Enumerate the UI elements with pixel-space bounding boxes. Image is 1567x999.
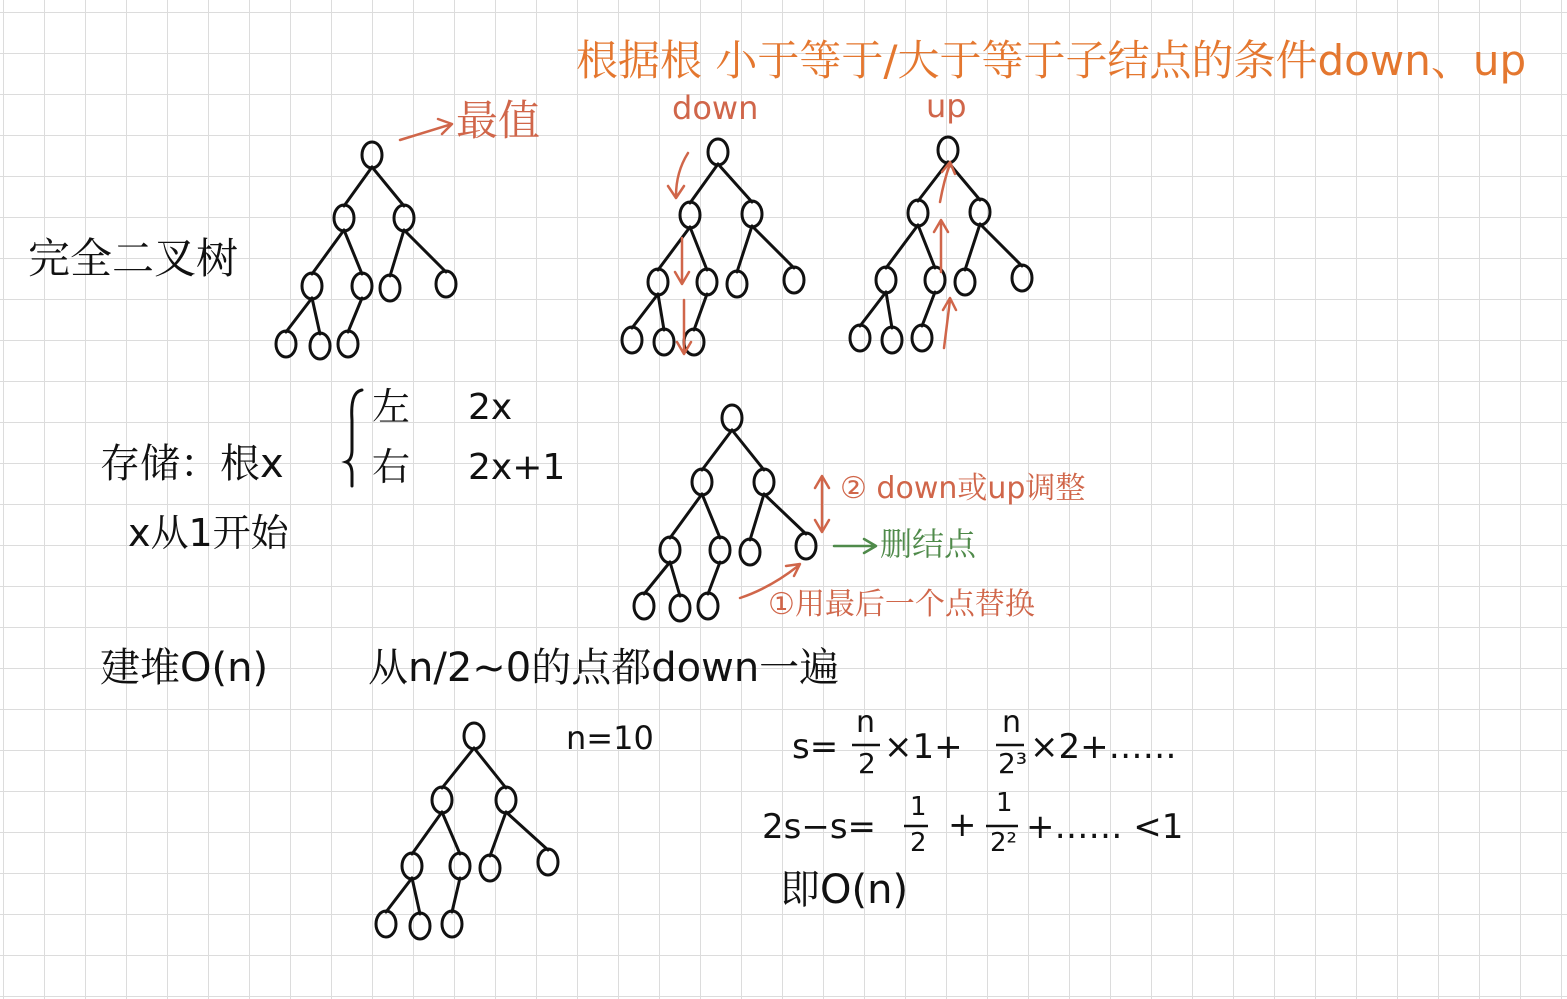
right-child-label: 右 xyxy=(372,445,411,489)
diff-term2-numerator: 1 xyxy=(996,788,1013,818)
term2-numerator: n xyxy=(1002,705,1022,740)
tree-node xyxy=(938,137,958,163)
tree-node xyxy=(710,537,730,563)
build-heap-description: 从n/2~0的点都down一遍 xyxy=(368,645,840,691)
tree-node xyxy=(654,329,674,355)
tree-node xyxy=(436,271,456,297)
tree-edge xyxy=(922,292,935,326)
tree-edge xyxy=(372,167,404,206)
tree-node xyxy=(394,205,414,231)
diff-plus: + xyxy=(948,805,977,845)
tree-edge xyxy=(412,812,442,854)
term1-denominator: 2 xyxy=(858,747,876,780)
tree-edge xyxy=(286,298,312,332)
right-child-index: 2x+1 xyxy=(468,447,566,488)
tree-node xyxy=(648,269,668,295)
delete-arrow xyxy=(834,539,876,553)
adjust-step-label: ② down或up调整 xyxy=(840,471,1086,506)
tree-edge xyxy=(718,164,752,202)
left-child-label: 左 xyxy=(372,385,411,429)
tree-edge xyxy=(452,878,460,912)
down-arrow-root xyxy=(668,153,688,198)
tree-node xyxy=(432,787,452,813)
down-arrow-leaf xyxy=(677,300,691,354)
tree-edge xyxy=(632,294,658,328)
tree-node xyxy=(362,142,382,168)
tree-node xyxy=(697,269,717,295)
tree-node xyxy=(660,537,680,563)
tree-edge xyxy=(708,562,720,594)
tree-edge xyxy=(670,562,680,596)
build-heap-tree xyxy=(376,723,558,939)
tree-node xyxy=(708,139,728,165)
tree-edge xyxy=(442,812,460,854)
tree-edge xyxy=(702,494,720,538)
tree-node xyxy=(698,593,718,619)
tree-node xyxy=(876,267,896,293)
down-label: down xyxy=(672,89,759,127)
sum-prefix: s= xyxy=(792,727,839,767)
tree-node xyxy=(376,911,396,937)
replace-step-label: ①用最后一个点替换 xyxy=(768,587,1035,622)
tree-node xyxy=(634,593,654,619)
tree-node xyxy=(450,853,470,879)
tree-edge xyxy=(390,230,404,276)
tree-edge xyxy=(658,294,664,330)
tree-node xyxy=(970,199,990,225)
tree-edge xyxy=(644,562,670,594)
tree-node xyxy=(1012,265,1032,291)
diff-term2-denominator: 2² xyxy=(990,828,1017,858)
tree-edge xyxy=(752,226,794,268)
adjust-arrow xyxy=(815,476,829,532)
tree-node xyxy=(670,595,690,621)
index-note: x从1开始 xyxy=(128,511,289,555)
tree-node xyxy=(464,723,484,749)
tree-node xyxy=(310,333,330,359)
tree-edge xyxy=(490,812,506,856)
tree-node xyxy=(442,911,462,937)
tree-node xyxy=(680,202,700,228)
difference-prefix: 2s−s= xyxy=(762,807,877,847)
tree-edge xyxy=(312,298,320,334)
diff-term1-numerator: 1 xyxy=(910,792,927,822)
tree-edge xyxy=(965,224,980,270)
complete-binary-tree xyxy=(276,142,456,359)
tree-edge xyxy=(750,494,764,540)
tree-node xyxy=(338,331,358,357)
tree-edge xyxy=(348,298,362,332)
tree-edge xyxy=(670,494,702,538)
tree-edge xyxy=(737,226,752,272)
term2-denominator: 2³ xyxy=(998,747,1028,780)
most-value-label: 最值 xyxy=(456,96,541,145)
tree-node xyxy=(850,325,870,351)
term2-multiplier: ×2+…… xyxy=(1030,727,1177,767)
tree-edge xyxy=(764,494,806,534)
diff-term1-denominator: 2 xyxy=(910,828,927,858)
tree-edge xyxy=(980,224,1022,266)
term1-multiplier: ×1+ xyxy=(884,727,963,767)
tree-node xyxy=(955,269,975,295)
left-child-index: 2x xyxy=(468,387,513,428)
term1-numerator: n xyxy=(856,705,876,740)
tree-node xyxy=(912,325,932,351)
tree-node xyxy=(692,469,712,495)
tree-node xyxy=(480,855,500,881)
tree-node xyxy=(742,201,762,227)
tree-node xyxy=(908,200,928,226)
tree-edge xyxy=(442,748,474,788)
up-label: up xyxy=(926,87,967,125)
up-arrow-mid xyxy=(934,220,948,272)
tree-edge xyxy=(344,167,372,206)
tree-node xyxy=(334,205,354,231)
tree-edge xyxy=(386,878,412,912)
tree-node xyxy=(538,849,558,875)
tree-edge xyxy=(506,812,548,850)
tree-edge xyxy=(702,430,732,470)
tree-node xyxy=(410,913,430,939)
tree-node xyxy=(302,273,322,299)
tree-edge xyxy=(918,225,935,268)
complexity-result: 即O(n) xyxy=(780,867,909,913)
tree-node xyxy=(754,469,774,495)
tree-node xyxy=(722,405,742,431)
tree-node xyxy=(740,539,760,565)
tree-edge xyxy=(312,230,344,274)
most-value-arrow xyxy=(400,119,452,140)
delete-node-label: 删结点 xyxy=(880,525,977,563)
tree-node xyxy=(796,533,816,559)
tree-edge xyxy=(690,164,718,203)
tree-node xyxy=(380,275,400,301)
diff-tail: +…… <1 xyxy=(1026,807,1184,847)
tree-edge xyxy=(404,230,446,272)
tree-node xyxy=(352,273,372,299)
tree-edge xyxy=(860,292,886,326)
tree-edge xyxy=(658,227,690,270)
tree-node xyxy=(496,787,516,813)
tree-edge xyxy=(474,748,506,788)
page-title: 根据根 小于等于/大于等于子结点的条件down、up xyxy=(576,36,1527,85)
n-value-label: n=10 xyxy=(566,719,654,757)
storage-brace xyxy=(346,390,362,486)
complete-binary-tree-label: 完全二叉树 xyxy=(28,234,239,283)
tree-edge xyxy=(732,430,764,470)
up-arrow-leaf xyxy=(943,298,956,348)
tree-edge xyxy=(886,292,892,328)
build-heap-label: 建堆O(n) xyxy=(100,645,269,691)
tree-edge xyxy=(694,294,707,330)
tree-edge xyxy=(886,225,918,268)
tree-node xyxy=(276,331,296,357)
tree-node xyxy=(784,267,804,293)
tree-edge xyxy=(344,230,362,274)
tree-node xyxy=(622,327,642,353)
tree-edge xyxy=(690,227,707,270)
storage-label: 存储：根x xyxy=(100,441,284,487)
tree-edge xyxy=(412,878,420,914)
down-example-tree xyxy=(622,139,804,355)
tree-node xyxy=(402,853,422,879)
tree-node xyxy=(882,327,902,353)
tree-node xyxy=(727,271,747,297)
